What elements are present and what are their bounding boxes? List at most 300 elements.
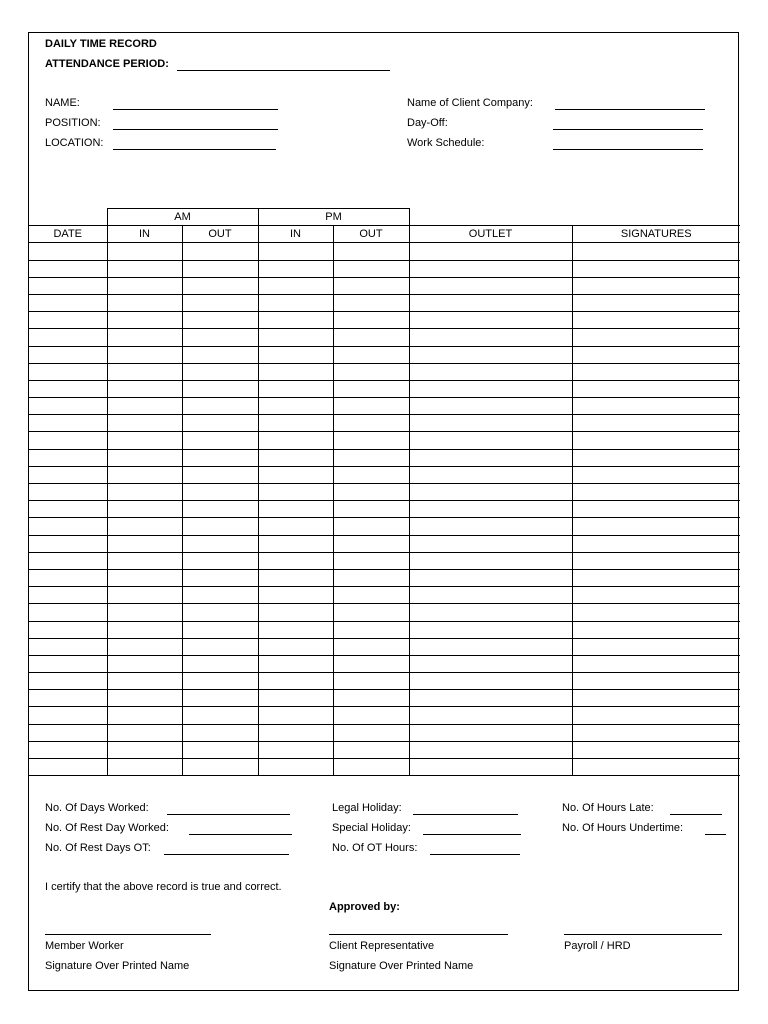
cell-am-out[interactable] [182,294,258,311]
table-row [29,690,740,707]
position-field[interactable] [113,129,278,130]
client-representative-label: Client Representative [329,940,435,952]
cell-signature[interactable] [572,707,740,724]
day-off-field[interactable] [553,129,703,130]
cell-date[interactable] [29,518,107,535]
cell-am-in[interactable] [107,415,182,432]
table-row [29,329,740,346]
attendance-period-label: ATTENDANCE PERIOD: [45,58,169,70]
cell-am-in[interactable] [107,432,182,449]
cell-signature[interactable] [572,518,740,535]
cell-pm-in[interactable] [258,673,333,690]
table-row [29,449,740,466]
cell-am-in[interactable] [107,466,182,483]
cell-signature[interactable] [572,432,740,449]
position-label: POSITION: [45,117,101,129]
cell-outlet[interactable] [409,707,572,724]
col-pm-in: IN [258,226,333,243]
cell-am-out[interactable] [182,380,258,397]
rest-day-worked-field[interactable] [189,834,292,835]
cell-signature[interactable] [572,449,740,466]
cell-outlet[interactable] [409,329,572,346]
cell-outlet[interactable] [409,741,572,758]
pm-header: PM [258,209,409,226]
table-row [29,363,740,380]
cell-date[interactable] [29,243,107,260]
cell-pm-in[interactable] [258,243,333,260]
client-company-field[interactable] [555,109,705,110]
certification-statement: I certify that the above record is true and correct. [45,881,282,893]
cell-am-in[interactable] [107,294,182,311]
table-row [29,621,740,638]
table-row [29,587,740,604]
cell-outlet[interactable] [409,621,572,638]
cell-date[interactable] [29,484,107,501]
cell-am-out[interactable] [182,260,258,277]
special-holiday-field[interactable] [423,834,521,835]
cell-pm-in[interactable] [258,759,333,776]
days-worked-field[interactable] [167,814,290,815]
cell-signature[interactable] [572,277,740,294]
table-row [29,432,740,449]
member-signature-line[interactable] [45,934,211,935]
cell-pm-out[interactable] [333,449,409,466]
cell-pm-out[interactable] [333,569,409,586]
cell-pm-out[interactable] [333,759,409,776]
cell-date[interactable] [29,312,107,329]
cell-am-out[interactable] [182,346,258,363]
rest-day-worked-label: No. Of Rest Day Worked: [45,822,169,834]
table-row [29,260,740,277]
cell-am-in[interactable] [107,501,182,518]
cell-am-in[interactable] [107,638,182,655]
col-pm-out: OUT [333,226,409,243]
table-row [29,398,740,415]
cell-am-out[interactable] [182,312,258,329]
cell-date[interactable] [29,552,107,569]
cell-outlet[interactable] [409,724,572,741]
cell-date[interactable] [29,449,107,466]
cell-am-out[interactable] [182,552,258,569]
hours-undertime-label: No. Of Hours Undertime: [562,822,684,834]
cell-pm-in[interactable] [258,346,333,363]
cell-pm-out[interactable] [333,312,409,329]
cell-am-out[interactable] [182,587,258,604]
work-schedule-field[interactable] [553,149,703,150]
cell-signature[interactable] [572,621,740,638]
cell-am-in[interactable] [107,569,182,586]
table-row [29,552,740,569]
cell-date[interactable] [29,707,107,724]
table-row [29,535,740,552]
cell-pm-in[interactable] [258,724,333,741]
hours-undertime-field[interactable] [705,834,726,835]
cell-date[interactable] [29,759,107,776]
cell-am-in[interactable] [107,484,182,501]
ot-hours-field[interactable] [430,854,520,855]
cell-am-in[interactable] [107,759,182,776]
cell-pm-out[interactable] [333,621,409,638]
cell-am-out[interactable] [182,724,258,741]
table-row [29,569,740,586]
cell-pm-out[interactable] [333,673,409,690]
table-row [29,312,740,329]
cell-am-in[interactable] [107,329,182,346]
cell-pm-out[interactable] [333,535,409,552]
cell-pm-in[interactable] [258,741,333,758]
cell-outlet[interactable] [409,655,572,672]
cell-pm-in[interactable] [258,604,333,621]
table-row [29,243,740,260]
cell-pm-in[interactable] [258,638,333,655]
cell-outlet[interactable] [409,587,572,604]
legal-holiday-field[interactable] [413,814,518,815]
cell-signature[interactable] [572,741,740,758]
rest-days-ot-label: No. Of Rest Days OT: [45,842,151,854]
cell-pm-out[interactable] [333,552,409,569]
cell-outlet[interactable] [409,363,572,380]
cell-am-in[interactable] [107,741,182,758]
cell-signature[interactable] [572,243,740,260]
cell-am-in[interactable] [107,724,182,741]
cell-date[interactable] [29,587,107,604]
cell-pm-out[interactable] [333,294,409,311]
hours-late-field[interactable] [670,814,722,815]
table-row [29,741,740,758]
cell-am-in[interactable] [107,655,182,672]
approved-by-label: Approved by: [329,901,400,913]
cell-date[interactable] [29,329,107,346]
cell-am-out[interactable] [182,741,258,758]
table-row [29,294,740,311]
col-date: DATE [29,226,107,243]
name-field[interactable] [113,109,278,110]
table-row [29,346,740,363]
cell-pm-in[interactable] [258,535,333,552]
cell-outlet[interactable] [409,518,572,535]
cell-outlet[interactable] [409,432,572,449]
cell-am-in[interactable] [107,621,182,638]
cell-date[interactable] [29,535,107,552]
cell-pm-in[interactable] [258,655,333,672]
cell-am-out[interactable] [182,329,258,346]
work-schedule-label: Work Schedule: [407,137,485,149]
cell-pm-in[interactable] [258,690,333,707]
cell-am-out[interactable] [182,655,258,672]
cell-am-out[interactable] [182,638,258,655]
cell-outlet[interactable] [409,673,572,690]
table-row [29,277,740,294]
cell-am-out[interactable] [182,673,258,690]
cell-outlet[interactable] [409,398,572,415]
ot-hours-label: No. Of OT Hours: [332,842,418,854]
cell-date[interactable] [29,569,107,586]
cell-outlet[interactable] [409,759,572,776]
cell-signature[interactable] [572,673,740,690]
attendance-period-field[interactable] [177,70,390,71]
cell-am-in[interactable] [107,277,182,294]
cell-am-in[interactable] [107,535,182,552]
table-row [29,655,740,672]
cell-am-out[interactable] [182,518,258,535]
cell-pm-out[interactable] [333,655,409,672]
am-header: AM [107,209,258,226]
col-signatures: SIGNATURES [572,226,740,243]
cell-pm-in[interactable] [258,552,333,569]
rest-days-ot-field[interactable] [164,854,289,855]
cell-signature[interactable] [572,724,740,741]
location-field[interactable] [113,149,276,150]
client-company-label: Name of Client Company: [407,97,533,109]
cell-pm-out[interactable] [333,260,409,277]
cell-signature[interactable] [572,552,740,569]
cell-pm-out[interactable] [333,398,409,415]
cell-date[interactable] [29,638,107,655]
cell-pm-out[interactable] [333,501,409,518]
cell-am-out[interactable] [182,501,258,518]
cell-date[interactable] [29,501,107,518]
cell-date[interactable] [29,415,107,432]
cell-signature[interactable] [572,501,740,518]
cell-pm-in[interactable] [258,484,333,501]
client-signature-line[interactable] [329,934,508,935]
location-label: LOCATION: [45,137,104,149]
cell-date[interactable] [29,741,107,758]
cell-pm-in[interactable] [258,380,333,397]
cell-am-out[interactable] [182,398,258,415]
cell-am-out[interactable] [182,569,258,586]
cell-pm-in[interactable] [258,398,333,415]
cell-am-in[interactable] [107,604,182,621]
col-am-in: IN [107,226,182,243]
cell-date[interactable] [29,380,107,397]
cell-outlet[interactable] [409,312,572,329]
cell-pm-in[interactable] [258,518,333,535]
cell-pm-in[interactable] [258,312,333,329]
cell-signature[interactable] [572,759,740,776]
cell-am-out[interactable] [182,432,258,449]
cell-outlet[interactable] [409,501,572,518]
cell-signature[interactable] [572,363,740,380]
cell-pm-out[interactable] [333,518,409,535]
cell-signature[interactable] [572,466,740,483]
cell-outlet[interactable] [409,277,572,294]
cell-signature[interactable] [572,535,740,552]
cell-outlet[interactable] [409,243,572,260]
cell-outlet[interactable] [409,535,572,552]
cell-signature[interactable] [572,294,740,311]
cell-am-in[interactable] [107,346,182,363]
days-worked-label: No. Of Days Worked: [45,802,149,814]
cell-pm-out[interactable] [333,741,409,758]
cell-pm-in[interactable] [258,707,333,724]
cell-signature[interactable] [572,655,740,672]
cell-date[interactable] [29,294,107,311]
hours-late-label: No. Of Hours Late: [562,802,654,814]
cell-outlet[interactable] [409,380,572,397]
cell-signature[interactable] [572,312,740,329]
payroll-signature-line[interactable] [564,934,722,935]
cell-signature[interactable] [572,346,740,363]
table-row [29,415,740,432]
cell-pm-in[interactable] [258,415,333,432]
cell-pm-out[interactable] [333,346,409,363]
cell-pm-in[interactable] [258,363,333,380]
cell-date[interactable] [29,690,107,707]
table-row [29,518,740,535]
cell-pm-in[interactable] [258,329,333,346]
cell-outlet[interactable] [409,466,572,483]
cell-am-out[interactable] [182,449,258,466]
cell-signature[interactable] [572,260,740,277]
cell-am-out[interactable] [182,707,258,724]
cell-pm-in[interactable] [258,432,333,449]
cell-am-in[interactable] [107,312,182,329]
cell-outlet[interactable] [409,638,572,655]
cell-am-in[interactable] [107,398,182,415]
table-row [29,484,740,501]
cell-outlet[interactable] [409,690,572,707]
cell-pm-out[interactable] [333,432,409,449]
col-am-out: OUT [182,226,258,243]
cell-am-in[interactable] [107,380,182,397]
member-worker-label: Member Worker [45,940,124,952]
cell-date[interactable] [29,363,107,380]
table-row [29,604,740,621]
cell-signature[interactable] [572,380,740,397]
attendance-table [29,208,740,776]
cell-am-out[interactable] [182,535,258,552]
attendance-table-body [29,243,740,776]
cell-pm-out[interactable] [333,484,409,501]
cell-pm-out[interactable] [333,380,409,397]
legal-holiday-label: Legal Holiday: [332,802,402,814]
cell-pm-in[interactable] [258,277,333,294]
cell-date[interactable] [29,724,107,741]
cell-date[interactable] [29,673,107,690]
cell-date[interactable] [29,621,107,638]
special-holiday-label: Special Holiday: [332,822,411,834]
day-off-label: Day-Off: [407,117,448,129]
table-row [29,466,740,483]
cell-am-in[interactable] [107,518,182,535]
column-header-row [29,226,740,243]
cell-pm-in[interactable] [258,449,333,466]
cell-pm-in[interactable] [258,587,333,604]
client-signature-caption: Signature Over Printed Name [329,960,474,972]
cell-outlet[interactable] [409,260,572,277]
cell-date[interactable] [29,432,107,449]
cell-pm-out[interactable] [333,587,409,604]
cell-outlet[interactable] [409,604,572,621]
payroll-hrd-label: Payroll / HRD [564,940,631,952]
cell-pm-in[interactable] [258,466,333,483]
cell-am-in[interactable] [107,363,182,380]
table-row [29,724,740,741]
cell-pm-in[interactable] [258,501,333,518]
cell-date[interactable] [29,604,107,621]
cell-pm-in[interactable] [258,260,333,277]
cell-outlet[interactable] [409,484,572,501]
cell-signature[interactable] [572,638,740,655]
cell-date[interactable] [29,655,107,672]
cell-date[interactable] [29,346,107,363]
cell-am-out[interactable] [182,466,258,483]
cell-am-in[interactable] [107,690,182,707]
cell-signature[interactable] [572,398,740,415]
cell-am-out[interactable] [182,484,258,501]
cell-am-in[interactable] [107,449,182,466]
cell-signature[interactable] [572,569,740,586]
name-label: NAME: [45,97,80,109]
cell-am-out[interactable] [182,243,258,260]
table-row [29,380,740,397]
cell-signature[interactable] [572,690,740,707]
group-header-row [29,209,740,226]
cell-signature[interactable] [572,329,740,346]
cell-pm-in[interactable] [258,621,333,638]
cell-outlet[interactable] [409,294,572,311]
cell-pm-in[interactable] [258,294,333,311]
table-row [29,638,740,655]
table-row [29,759,740,776]
cell-am-out[interactable] [182,690,258,707]
cell-am-in[interactable] [107,243,182,260]
cell-am-out[interactable] [182,363,258,380]
cell-pm-out[interactable] [333,277,409,294]
cell-pm-out[interactable] [333,604,409,621]
cell-outlet[interactable] [409,415,572,432]
cell-am-in[interactable] [107,260,182,277]
cell-date[interactable] [29,466,107,483]
cell-am-in[interactable] [107,552,182,569]
cell-pm-out[interactable] [333,724,409,741]
cell-signature[interactable] [572,415,740,432]
form-title: DAILY TIME RECORD [45,38,157,50]
cell-am-in[interactable] [107,673,182,690]
cell-pm-out[interactable] [333,466,409,483]
cell-pm-out[interactable] [333,638,409,655]
cell-outlet[interactable] [409,449,572,466]
cell-am-in[interactable] [107,587,182,604]
cell-signature[interactable] [572,604,740,621]
cell-pm-out[interactable] [333,329,409,346]
cell-pm-out[interactable] [333,243,409,260]
cell-signature[interactable] [572,484,740,501]
cell-pm-out[interactable] [333,707,409,724]
cell-outlet[interactable] [409,552,572,569]
table-row [29,501,740,518]
cell-am-in[interactable] [107,707,182,724]
cell-am-out[interactable] [182,604,258,621]
cell-pm-in[interactable] [258,569,333,586]
cell-am-out[interactable] [182,759,258,776]
member-signature-caption: Signature Over Printed Name [45,960,190,972]
cell-am-out[interactable] [182,621,258,638]
cell-pm-out[interactable] [333,690,409,707]
cell-date[interactable] [29,260,107,277]
cell-am-out[interactable] [182,277,258,294]
cell-am-out[interactable] [182,415,258,432]
cell-date[interactable] [29,277,107,294]
cell-outlet[interactable] [409,569,572,586]
col-outlet: OUTLET [409,226,572,243]
cell-date[interactable] [29,398,107,415]
cell-signature[interactable] [572,587,740,604]
cell-pm-out[interactable] [333,415,409,432]
cell-pm-out[interactable] [333,363,409,380]
cell-outlet[interactable] [409,346,572,363]
